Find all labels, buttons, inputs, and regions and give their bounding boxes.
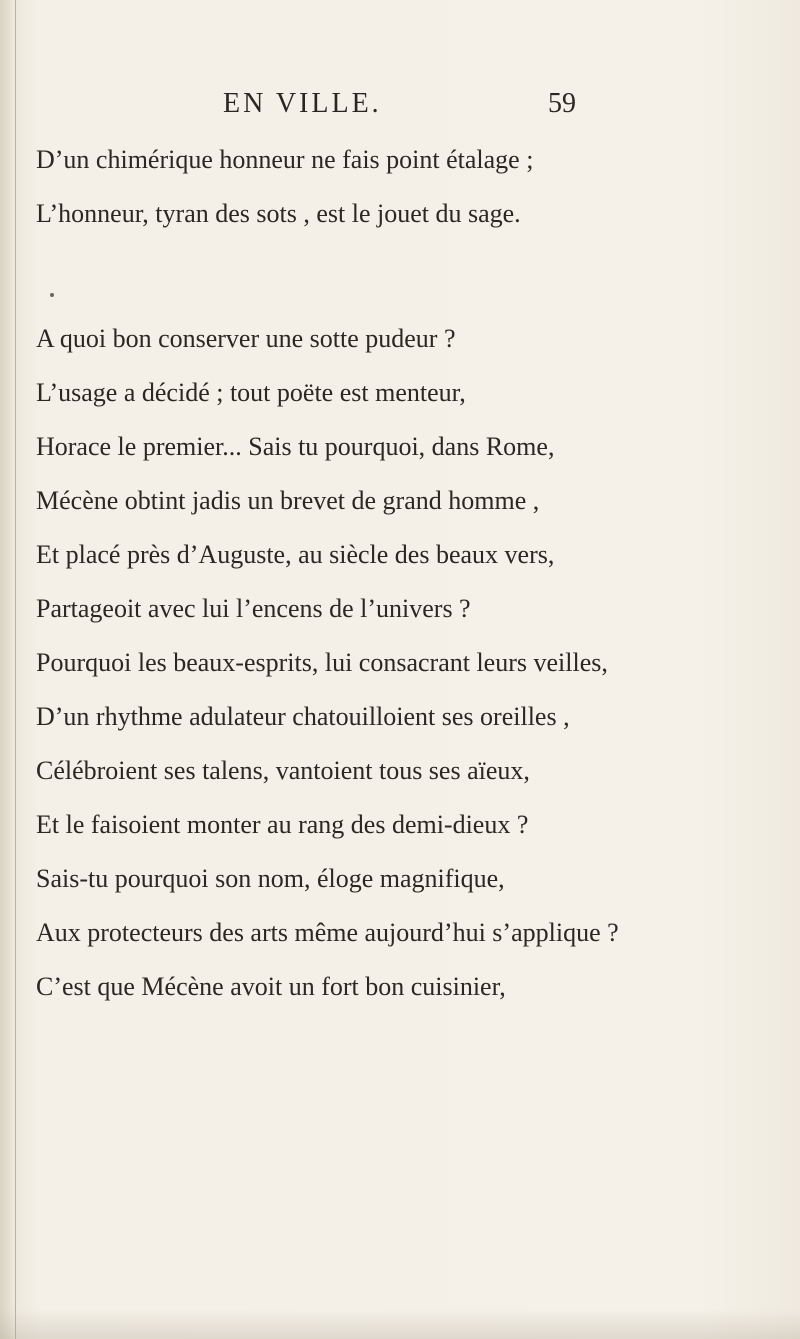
page-number: 59 [548,88,576,119]
verse-line: Et placé près d’Auguste, au siècle des beaux vers, [36,540,555,569]
ink-speck [50,293,54,297]
verse-line: D’un chimérique honneur ne fais point étalage ; [36,145,534,174]
verse-line: Mécène obtint jadis un brevet de grand homme , [36,486,540,515]
running-title: EN VILLE. [223,88,382,119]
page-edge-shadow [0,1309,800,1339]
verse-line: Sais-tu pourquoi son nom, éloge magnifique, [36,864,505,893]
verse-line: L’usage a décidé ; tout poëte est menteur, [36,378,466,407]
gutter-line [15,0,16,1339]
verse-line: L’honneur, tyran des sots , est le jouet du sage. [36,199,521,228]
verse-line: Horace le premier... Sais tu pourquoi, dans Rome, [36,432,555,461]
verse-line: C’est que Mécène avoit un fort bon cuisinier, [36,972,506,1001]
verse-line: Célébroient ses talens, vantoient tous ses aïeux, [36,756,530,785]
verse-line: Partageoit avec lui l’encens de l’univers ? [36,594,471,623]
verse-line: Aux protecteurs des arts même aujourd’hui s’applique ? [36,918,619,947]
gutter-shadow [0,0,14,1339]
verse-line: Et le faisoient monter au rang des demi-dieux ? [36,810,529,839]
verse-line: A quoi bon conserver une sotte pudeur ? [36,324,456,353]
verse-line: Pourquoi les beaux-esprits, lui consacrant leurs veilles, [36,648,608,677]
verse-line: D’un rhythme adulateur chatouilloient ses oreilles , [36,702,570,731]
